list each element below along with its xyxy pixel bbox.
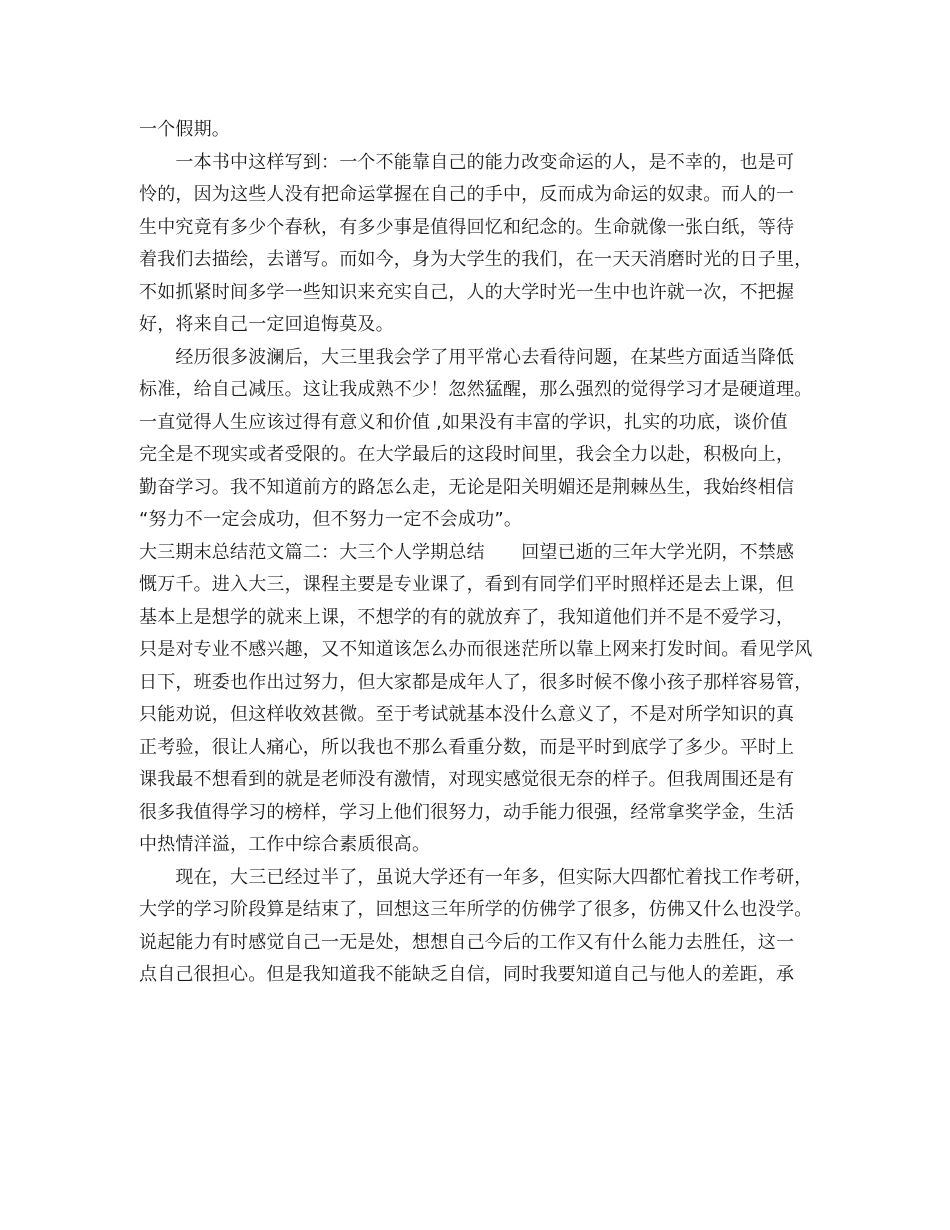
text-line: “努力不一定会成功，但不努力一定不会成功”。	[139, 509, 523, 530]
text-line: 经历很多波澜后，大三里我会学了用平常心去看待问题，在某些方面适当降低	[139, 346, 795, 368]
text-line: 怜的，因为这些人没有把命运掌握在自己的手中，反而成为命运的奴隶。而人的一	[139, 184, 795, 205]
text-line: 现在，大三已经过半了，虽说大学还有一年多，但实际大四都忙着找工作考研，	[139, 866, 813, 888]
text-line: 只是对专业不感兴趣，又不知道该怎么办而很迷茫所以靠上网来打发时间。看见学风	[139, 639, 813, 660]
text-line: 标准，给自己减压。这让我成熟不少！忽然猛醒，那么强烈的觉得学习才是硬道理。	[139, 379, 813, 400]
text-line: 大学的学习阶段算是结束了，回想这三年所学的仿佛学了很多，仿佛又什么也没学。	[139, 899, 813, 920]
section-heading-line: 大三期末总结范文篇二：大三个人学期总结 回望已逝的三年大学光阴，不禁感	[139, 541, 795, 563]
text-line: 生中究竟有多少个春秋，有多少事是值得回忆和纪念的。生命就像一张白纸，等待	[139, 216, 795, 238]
text-line: 慨万千。进入大三，课程主要是专业课了，看到有同学们平时照样还是去上课，但	[139, 574, 795, 595]
body-text	[139, 114, 819, 992]
text-line: 课我最不想看到的就是老师没有激情，对现实感觉很无奈的样子。但我周围还是有	[139, 769, 795, 790]
text-line: 不如抓紧时间多学一些知识来充实自己，人的大学时光一生中也许就一次，不把握	[139, 281, 795, 303]
text-line: 基本上是想学的就来上课，不想学的有的就放弃了，我知道他们并不是不爱学习，	[139, 606, 795, 628]
text-line: 一本书中这样写到：一个不能靠自己的能力改变命运的人，是不幸的，也是可	[139, 151, 795, 173]
text-line: 说起能力有时感觉自己一无是处，想想自己今后的工作又有什么能力去胜任，这一	[139, 931, 795, 953]
text-line: 一个假期。	[139, 119, 230, 140]
text-line: 一直觉得人生应该过得有意义和价值 ,如果没有丰富的学识，扎实的功底，谈价值	[139, 411, 788, 433]
text-line: 很多我值得学习的榜样，学习上他们很努力，动手能力很强，经常拿奖学金，生活	[139, 801, 795, 823]
text-line: 中热情洋溢，工作中综合素质很高。	[139, 834, 431, 855]
text-line: 只能劝说，但这样收效甚微。至于考试就基本没什么意义了，不是对所学知识的真	[139, 704, 795, 725]
text-line: 正考验，很让人痛心，所以我也不那么看重分数，而是平时到底学了多少。平时上	[139, 736, 795, 758]
text-line: 好，将来自己一定回追悔莫及。	[139, 314, 394, 335]
text-line: 完全是不现实或者受限的。在大学最后的这段时间里，我会全力以赴，积极向上，	[139, 444, 795, 465]
text-line: 着我们去描绘，去谱写。而如今，身为大学生的我们，在一天天消磨时光的日子里，	[139, 249, 813, 270]
text-line: 点自己很担心。但是我知道我不能缺乏自信，同时我要知道自己与他人的差距，承	[139, 964, 795, 985]
text-line: 日下，班委也作出过努力，但大家都是成年人了，很多时候不像小孩子那样容易管，	[139, 671, 813, 693]
text-line: 勤奋学习。我不知道前方的路怎么走，无论是阳关明媚还是荆棘丛生，我始终相信	[139, 476, 795, 498]
